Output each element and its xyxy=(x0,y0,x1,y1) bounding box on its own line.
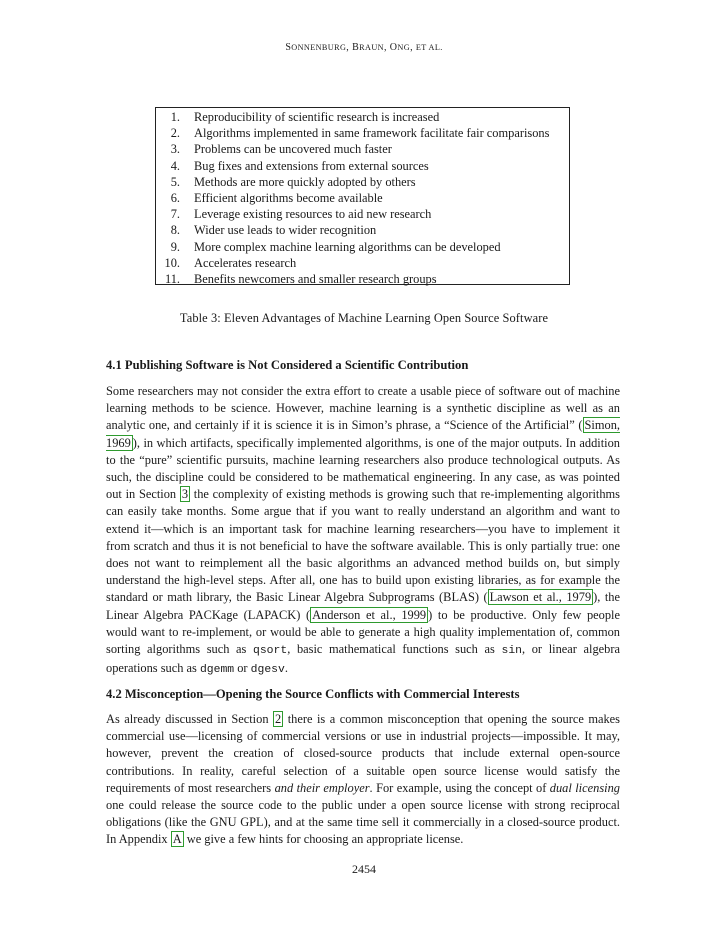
table-row: 10. Accelerates research xyxy=(164,255,297,270)
appendix-a-link[interactable]: A xyxy=(172,832,182,847)
table-row: 7. Leverage existing resources to aid new research xyxy=(170,207,432,222)
code-dgesv: dgesv xyxy=(250,664,285,677)
section-4-2-paragraph: As already discussed in Section 2 there is a common misconception that opening the source makes commercial use—licensing of commercial versions or use in industrial projects—impossible. It may, however, prevent the creation of closed-source products that include external open-source contributions. In reality, careful selection of a suitable open source license would satisfy the requirements of most researchers and their employer. For example, using the concept of dual licensing one could release the source code to the public under a open source license with strong reciprocal obligations (like the GNU GPL), and at the same time sell it commercially in a closed-source product. In Appendix A we give a few hints for choosing an appropriate license. xyxy=(106,712,621,847)
section-2-link[interactable]: 2 xyxy=(275,712,282,726)
citation-link-simon-1969[interactable]: Simon, 1969 xyxy=(106,418,620,450)
citation-link-lawson-1979[interactable]: Lawson et al., 1979 xyxy=(489,590,592,605)
table-row: 4. Bug fixes and extensions from external sources xyxy=(170,158,429,173)
section-3-link[interactable]: 3 xyxy=(181,487,189,502)
table-row: 9. More complex machine learning algorithms can be developed xyxy=(170,239,501,254)
table-caption: Table 3: Eleven Advantages of Machine Learning Open Source Software xyxy=(179,311,549,325)
code-dgemm: dgemm xyxy=(199,664,235,677)
section-4-2-heading: 4.2 Misconception—Opening the Source Conflicts with Commercial Interests xyxy=(106,687,520,701)
table-row: 6. Efficient algorithms become available xyxy=(170,190,383,205)
table-row: 2. Algorithms implemented in same framework facilitate fair comparisons xyxy=(170,126,550,141)
table-row: 8. Wider use leads to wider recognition xyxy=(170,223,377,238)
page-number: 2454 xyxy=(352,862,376,876)
table-row: 5. Methods are more quickly adopted by others xyxy=(170,174,416,189)
section-4-1-heading: 4.1 Publishing Software is Not Considered a Scientific Contribution xyxy=(106,358,469,372)
table-row: 3. Problems can be uncovered much faster xyxy=(170,142,392,157)
citation-link-anderson-1999[interactable]: Anderson et al., 1999 xyxy=(312,607,427,622)
section-4-1-paragraph: Some researchers may not consider the extra effort to create a usable piece of software out of machine learning methods to be science. However, machine learning is a synthetic discipline as well as an analytic one, and certainly if it is science it is in Simon’s phrase, a “Science of the Artificial” ( Simon, 1969 ), in which artifacts, specifically implemented algorithms, is one of the major outputs. In addition to the “pure” scientific pursuits, machine learning researchers also produce technological outputs. As such, the discipline could be considered to be mathematical engineering. In any case, as was pointed out in Section 3 the complexity of existing methods is growing such that re-implementing algorithms can easily take months. Some argue that if you want to really understand an algorithm and want to extend it—which is an important task for machine learning researchers—you have to implement it from scratch and thus it is not beneficial to have the software available. This is only partially true: one does not want to reimplement all the basic algorithms an advanced method builds on, but simply understand the high-level steps. After all, one has to build upon existing libraries, as for example the standard or math library, the Basic Linear Algebra Subprograms (BLAS) ( Lawson et al., 1979 ), the Linear Algebra PACKage (LAPACK) ( Anderson et al., 1999 ) to be productive. Only few people would want to re-implement, or would be able to generate a high quality implementation of, common sorting algorithms such as qsort, basic mathematical functions such as sin, or linear algebra operations such as dgemm or dgesv. xyxy=(106,384,620,677)
table-row: 1. Reproducibility of scientific research is increased xyxy=(170,110,440,124)
table-row: 11. Benefits newcomers and smaller research groups xyxy=(164,271,437,286)
running-head: SONNENBURG, BRAUN, ONG, ET AL. xyxy=(285,42,443,53)
code-qsort: qsort xyxy=(253,645,288,658)
code-sin: sin xyxy=(501,645,522,658)
advantages-table xyxy=(155,107,570,285)
